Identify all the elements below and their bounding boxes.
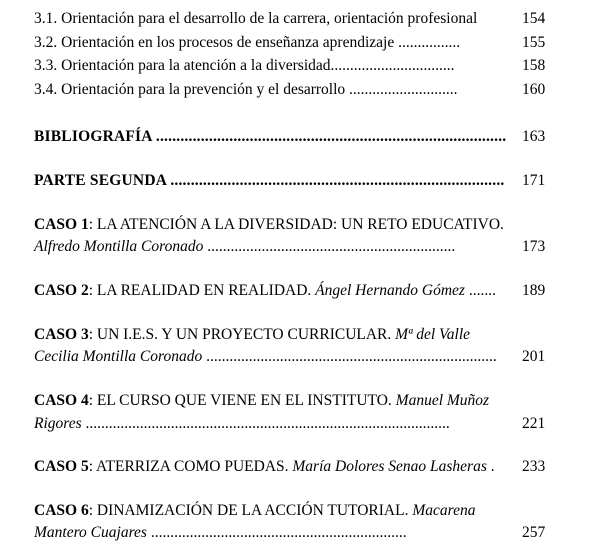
toc-entry-page: 189 bbox=[522, 282, 546, 299]
toc-entry-title bbox=[34, 500, 510, 545]
case-title: : ATERRIZA COMO PUEDAS. bbox=[88, 458, 293, 476]
case-leader: ................................................................ bbox=[203, 238, 456, 256]
case-author: Macarena Mantero Cuajares bbox=[34, 501, 476, 542]
toc-entry-caso-6[interactable] bbox=[34, 500, 568, 545]
toc-entry-caso-5[interactable] bbox=[34, 456, 568, 479]
toc-entry-3-4[interactable] bbox=[34, 79, 568, 102]
case-label: CASO 6 bbox=[34, 501, 89, 519]
toc-entry-3-1[interactable] bbox=[34, 8, 568, 31]
table-of-contents bbox=[34, 8, 568, 545]
toc-entry-title bbox=[34, 390, 510, 435]
toc-entry-title bbox=[34, 214, 510, 259]
toc-entry-page: 155 bbox=[522, 33, 546, 51]
toc-entry-page: 257 bbox=[522, 524, 546, 542]
toc-entry-caso-3[interactable] bbox=[34, 324, 568, 369]
case-leader: . bbox=[486, 458, 495, 476]
toc-entry-title: 3.1. Orientación para el desarrollo de la carrera, orientación profesional bbox=[34, 10, 478, 27]
toc-entry-title: BIBLIOGRAFÍA ...................................................................................... bbox=[34, 127, 507, 145]
toc-entry-title: PARTE SEGUNDA .................................................................................. bbox=[34, 172, 505, 190]
case-label: CASO 1 bbox=[34, 215, 89, 233]
case-leader: ........................................................................... bbox=[202, 348, 497, 366]
toc-entry-page: 160 bbox=[522, 80, 546, 98]
toc-entry-bibliografia[interactable] bbox=[34, 126, 568, 149]
toc-entry-page: 171 bbox=[522, 172, 546, 190]
toc-entry-3-2[interactable] bbox=[34, 32, 568, 55]
case-author: María Dolores Senao Lasheras bbox=[292, 458, 487, 476]
case-title: : EL CURSO QUE VIENE EN EL INSTITUTO. bbox=[88, 391, 396, 409]
case-leader: ....... bbox=[464, 282, 496, 299]
case-title: : UN I.E.S. Y UN PROYECTO CURRICULAR. bbox=[88, 325, 396, 343]
case-author: Manuel Muñoz Rigores bbox=[34, 391, 490, 432]
toc-entry-title bbox=[34, 324, 510, 369]
toc-entry-title bbox=[34, 280, 510, 303]
toc-entry-page: 201 bbox=[522, 348, 546, 366]
case-label: CASO 4 bbox=[34, 391, 89, 409]
toc-entry-title: 3.4. Orientación para la prevención y el desarrollo ............................ bbox=[34, 80, 458, 98]
toc-entry-caso-4[interactable] bbox=[34, 390, 568, 435]
case-author: Ángel Hernando Gómez bbox=[315, 282, 465, 299]
case-title: : DINAMIZACIÓN DE LA ACCIÓN TUTORIAL. bbox=[88, 501, 413, 519]
toc-entry-page: 158 bbox=[522, 57, 546, 75]
toc-entry-page: 163 bbox=[522, 127, 546, 145]
toc-entry-title: 3.3. Orientación para la atención a la diversidad................................ bbox=[34, 57, 455, 75]
case-label: CASO 3 bbox=[34, 325, 89, 343]
toc-entry-title bbox=[34, 456, 510, 479]
case-label: CASO 2 bbox=[34, 282, 89, 299]
case-leader: .............................................................................................. bbox=[81, 414, 450, 432]
toc-entry-page: 221 bbox=[522, 414, 546, 432]
toc-entry-caso-1[interactable] bbox=[34, 214, 568, 259]
case-title: : LA ATENCIÓN A LA DIVERSIDAD: UN RETO EDUCATIVO. bbox=[88, 215, 504, 233]
toc-entry-page: 233 bbox=[522, 458, 546, 476]
toc-entry-parte-segunda[interactable] bbox=[34, 170, 568, 193]
toc-entry-page: 173 bbox=[522, 238, 546, 256]
case-leader: .................................................................. bbox=[146, 524, 407, 542]
case-title: : LA REALIDAD EN REALIDAD. bbox=[88, 282, 316, 299]
toc-entry-caso-2[interactable] bbox=[34, 280, 568, 303]
toc-entry-title: 3.2. Orientación en los procesos de enseñanza aprendizaje ................ bbox=[34, 33, 461, 51]
case-author: Alfredo Montilla Coronado bbox=[34, 238, 204, 256]
case-label: CASO 5 bbox=[34, 458, 89, 476]
toc-entry-page: 154 bbox=[522, 10, 546, 27]
case-author: Mª del Valle Cecilia Montilla Coronado bbox=[34, 325, 471, 366]
toc-entry-3-3[interactable] bbox=[34, 55, 568, 78]
